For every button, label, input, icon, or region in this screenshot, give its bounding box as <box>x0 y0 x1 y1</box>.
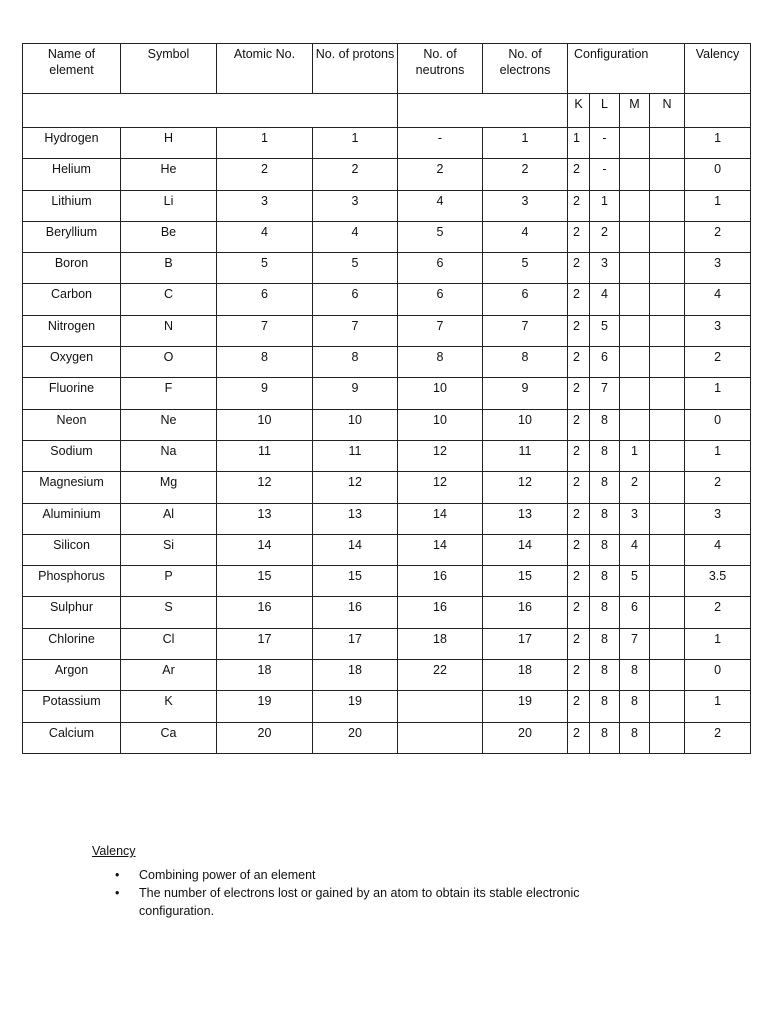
table-row <box>23 628 751 659</box>
cell-shell-m <box>620 159 650 190</box>
cell-protons: 7 <box>313 315 398 346</box>
cell-symbol: Ca <box>121 722 217 753</box>
cell-name: Oxygen <box>23 347 121 378</box>
cell-electrons: 18 <box>483 660 568 691</box>
cell-shell-n <box>650 597 685 628</box>
table-header-row <box>23 44 751 94</box>
cell-valency: 1 <box>685 691 751 722</box>
cell-shell-n <box>650 534 685 565</box>
cell-shell-m: 5 <box>620 566 650 597</box>
cell-electrons: 13 <box>483 503 568 534</box>
header-valency: Valency <box>685 44 751 94</box>
cell-protons: 6 <box>313 284 398 315</box>
cell-neutrons: 6 <box>398 253 483 284</box>
cell-atomic-no: 13 <box>217 503 313 534</box>
cell-atomic-no: 17 <box>217 628 313 659</box>
cell-protons: 20 <box>313 722 398 753</box>
cell-shell-n <box>650 159 685 190</box>
cell-name: Potassium <box>23 691 121 722</box>
cell-valency: 1 <box>685 440 751 471</box>
cell-atomic-no: 19 <box>217 691 313 722</box>
cell-atomic-no: 16 <box>217 597 313 628</box>
cell-symbol: F <box>121 378 217 409</box>
cell-shell-k: 2 <box>568 440 590 471</box>
cell-shell-l: 5 <box>590 315 620 346</box>
header-configuration: Configuration <box>568 44 685 94</box>
cell-valency: 2 <box>685 221 751 252</box>
table-row <box>23 253 751 284</box>
cell-atomic-no: 1 <box>217 128 313 159</box>
cell-neutrons: 14 <box>398 534 483 565</box>
cell-shell-n <box>650 253 685 284</box>
cell-electrons: 4 <box>483 221 568 252</box>
cell-symbol: Si <box>121 534 217 565</box>
cell-shell-n <box>650 284 685 315</box>
cell-electrons: 16 <box>483 597 568 628</box>
cell-shell-n <box>650 722 685 753</box>
cell-shell-m: 1 <box>620 440 650 471</box>
cell-atomic-no: 5 <box>217 253 313 284</box>
cell-atomic-no: 20 <box>217 722 313 753</box>
notes-list <box>92 866 639 920</box>
cell-valency: 3 <box>685 315 751 346</box>
cell-shell-l: 2 <box>590 221 620 252</box>
cell-name: Argon <box>23 660 121 691</box>
cell-shell-l: 8 <box>590 597 620 628</box>
cell-protons: 15 <box>313 566 398 597</box>
cell-shell-k: 2 <box>568 347 590 378</box>
notes-item-text: The number of electrons lost or gained by an atom to obtain its stable electronic configuration. <box>139 886 580 918</box>
cell-electrons: 3 <box>483 190 568 221</box>
table-row <box>23 440 751 471</box>
cell-shell-k: 2 <box>568 691 590 722</box>
cell-shell-l: 8 <box>590 628 620 659</box>
cell-atomic-no: 3 <box>217 190 313 221</box>
cell-neutrons: 4 <box>398 190 483 221</box>
cell-atomic-no: 18 <box>217 660 313 691</box>
cell-name: Boron <box>23 253 121 284</box>
cell-shell-m <box>620 221 650 252</box>
header-electrons: No. of electrons <box>483 44 568 94</box>
cell-shell-m: 6 <box>620 597 650 628</box>
cell-atomic-no: 15 <box>217 566 313 597</box>
cell-valency: 4 <box>685 534 751 565</box>
cell-electrons: 5 <box>483 253 568 284</box>
table-row <box>23 503 751 534</box>
cell-valency: 2 <box>685 597 751 628</box>
cell-shell-n <box>650 190 685 221</box>
cell-shell-k: 2 <box>568 409 590 440</box>
cell-protons: 18 <box>313 660 398 691</box>
cell-valency: 1 <box>685 628 751 659</box>
cell-neutrons: 14 <box>398 503 483 534</box>
cell-valency: 0 <box>685 159 751 190</box>
cell-shell-k: 2 <box>568 221 590 252</box>
subheader-blank-mid <box>398 94 568 128</box>
cell-shell-l: 7 <box>590 378 620 409</box>
cell-shell-n <box>650 472 685 503</box>
valency-notes <box>92 844 639 920</box>
cell-name: Nitrogen <box>23 315 121 346</box>
cell-shell-m <box>620 315 650 346</box>
cell-name: Beryllium <box>23 221 121 252</box>
cell-neutrons: 22 <box>398 660 483 691</box>
cell-protons: 1 <box>313 128 398 159</box>
cell-neutrons: 12 <box>398 472 483 503</box>
cell-electrons: 14 <box>483 534 568 565</box>
cell-shell-n <box>650 503 685 534</box>
cell-valency: 3.5 <box>685 566 751 597</box>
cell-name: Neon <box>23 409 121 440</box>
cell-protons: 16 <box>313 597 398 628</box>
cell-shell-m <box>620 347 650 378</box>
cell-shell-l: 4 <box>590 284 620 315</box>
notes-item <box>115 884 639 920</box>
cell-electrons: 17 <box>483 628 568 659</box>
cell-neutrons: 8 <box>398 347 483 378</box>
cell-protons: 2 <box>313 159 398 190</box>
cell-shell-m: 2 <box>620 472 650 503</box>
cell-electrons: 15 <box>483 566 568 597</box>
shell-m-label: M <box>620 94 650 128</box>
cell-shell-m <box>620 253 650 284</box>
cell-shell-m: 8 <box>620 691 650 722</box>
cell-symbol: Li <box>121 190 217 221</box>
cell-shell-n <box>650 409 685 440</box>
cell-shell-m <box>620 284 650 315</box>
elements-table <box>22 43 751 754</box>
cell-neutrons: 7 <box>398 315 483 346</box>
table-row <box>23 660 751 691</box>
cell-protons: 14 <box>313 534 398 565</box>
cell-symbol: K <box>121 691 217 722</box>
table-row <box>23 315 751 346</box>
table-row <box>23 284 751 315</box>
table-row <box>23 691 751 722</box>
notes-item <box>115 866 639 884</box>
cell-symbol: H <box>121 128 217 159</box>
cell-protons: 9 <box>313 378 398 409</box>
cell-neutrons: 12 <box>398 440 483 471</box>
cell-neutrons <box>398 722 483 753</box>
cell-shell-n <box>650 566 685 597</box>
cell-symbol: Na <box>121 440 217 471</box>
cell-neutrons: - <box>398 128 483 159</box>
cell-atomic-no: 12 <box>217 472 313 503</box>
cell-symbol: Cl <box>121 628 217 659</box>
cell-electrons: 2 <box>483 159 568 190</box>
bullet-icon: • <box>115 886 120 900</box>
cell-atomic-no: 2 <box>217 159 313 190</box>
cell-name: Helium <box>23 159 121 190</box>
cell-neutrons: 6 <box>398 284 483 315</box>
cell-shell-l: 8 <box>590 566 620 597</box>
cell-symbol: N <box>121 315 217 346</box>
cell-name: Chlorine <box>23 628 121 659</box>
cell-valency: 2 <box>685 347 751 378</box>
cell-shell-n <box>650 128 685 159</box>
cell-electrons: 8 <box>483 347 568 378</box>
cell-electrons: 12 <box>483 472 568 503</box>
table-row <box>23 190 751 221</box>
cell-name: Sulphur <box>23 597 121 628</box>
cell-shell-n <box>650 691 685 722</box>
cell-shell-l: 8 <box>590 722 620 753</box>
cell-atomic-no: 8 <box>217 347 313 378</box>
cell-symbol: Al <box>121 503 217 534</box>
cell-shell-k: 2 <box>568 284 590 315</box>
table-row <box>23 221 751 252</box>
cell-shell-n <box>650 628 685 659</box>
cell-shell-k: 1 <box>568 128 590 159</box>
cell-name: Phosphorus <box>23 566 121 597</box>
cell-shell-l: - <box>590 159 620 190</box>
cell-neutrons: 16 <box>398 597 483 628</box>
table-row <box>23 378 751 409</box>
cell-name: Calcium <box>23 722 121 753</box>
cell-protons: 10 <box>313 409 398 440</box>
header-name: Name of element <box>23 44 121 94</box>
cell-symbol: O <box>121 347 217 378</box>
cell-valency: 1 <box>685 378 751 409</box>
cell-shell-k: 2 <box>568 378 590 409</box>
table-row <box>23 472 751 503</box>
cell-electrons: 20 <box>483 722 568 753</box>
cell-name: Sodium <box>23 440 121 471</box>
cell-atomic-no: 14 <box>217 534 313 565</box>
cell-electrons: 9 <box>483 378 568 409</box>
shell-n-label: N <box>650 94 685 128</box>
cell-electrons: 19 <box>483 691 568 722</box>
cell-name: Hydrogen <box>23 128 121 159</box>
cell-atomic-no: 7 <box>217 315 313 346</box>
cell-shell-n <box>650 347 685 378</box>
cell-shell-l: 8 <box>590 472 620 503</box>
cell-shell-k: 2 <box>568 597 590 628</box>
header-neutrons: No. of neutrons <box>398 44 483 94</box>
cell-shell-k: 2 <box>568 628 590 659</box>
cell-atomic-no: 4 <box>217 221 313 252</box>
cell-protons: 8 <box>313 347 398 378</box>
table-row <box>23 566 751 597</box>
cell-protons: 12 <box>313 472 398 503</box>
cell-valency: 1 <box>685 128 751 159</box>
cell-shell-l: 8 <box>590 440 620 471</box>
cell-shell-m <box>620 378 650 409</box>
cell-shell-k: 2 <box>568 159 590 190</box>
cell-shell-l: 8 <box>590 503 620 534</box>
cell-protons: 13 <box>313 503 398 534</box>
cell-shell-n <box>650 378 685 409</box>
bullet-icon: • <box>115 868 120 882</box>
cell-protons: 19 <box>313 691 398 722</box>
cell-shell-k: 2 <box>568 660 590 691</box>
cell-name: Silicon <box>23 534 121 565</box>
cell-shell-l: 8 <box>590 534 620 565</box>
cell-name: Lithium <box>23 190 121 221</box>
cell-shell-k: 2 <box>568 253 590 284</box>
cell-shell-m: 8 <box>620 660 650 691</box>
cell-atomic-no: 11 <box>217 440 313 471</box>
table-row <box>23 534 751 565</box>
cell-symbol: Be <box>121 221 217 252</box>
cell-shell-l: 8 <box>590 409 620 440</box>
table-row <box>23 597 751 628</box>
cell-shell-k: 2 <box>568 566 590 597</box>
cell-shell-m: 8 <box>620 722 650 753</box>
cell-atomic-no: 10 <box>217 409 313 440</box>
cell-electrons: 6 <box>483 284 568 315</box>
cell-symbol: Mg <box>121 472 217 503</box>
cell-shell-l: - <box>590 128 620 159</box>
cell-symbol: S <box>121 597 217 628</box>
header-symbol: Symbol <box>121 44 217 94</box>
cell-shell-n <box>650 315 685 346</box>
cell-shell-k: 2 <box>568 315 590 346</box>
cell-shell-k: 2 <box>568 472 590 503</box>
cell-shell-l: 6 <box>590 347 620 378</box>
cell-symbol: Ne <box>121 409 217 440</box>
cell-valency: 3 <box>685 503 751 534</box>
cell-shell-l: 8 <box>590 691 620 722</box>
cell-shell-m <box>620 190 650 221</box>
cell-shell-l: 1 <box>590 190 620 221</box>
cell-protons: 3 <box>313 190 398 221</box>
cell-shell-n <box>650 221 685 252</box>
cell-valency: 3 <box>685 253 751 284</box>
cell-protons: 5 <box>313 253 398 284</box>
subheader-blank-right <box>685 94 751 128</box>
cell-valency: 0 <box>685 409 751 440</box>
cell-shell-l: 3 <box>590 253 620 284</box>
cell-shell-k: 2 <box>568 722 590 753</box>
cell-electrons: 1 <box>483 128 568 159</box>
shell-k-label: K <box>568 94 590 128</box>
shell-l-label: L <box>590 94 620 128</box>
cell-symbol: B <box>121 253 217 284</box>
cell-valency: 0 <box>685 660 751 691</box>
subheader-blank-left <box>23 94 398 128</box>
cell-neutrons: 10 <box>398 409 483 440</box>
table-row <box>23 347 751 378</box>
cell-neutrons: 2 <box>398 159 483 190</box>
cell-neutrons: 18 <box>398 628 483 659</box>
cell-neutrons: 5 <box>398 221 483 252</box>
cell-electrons: 11 <box>483 440 568 471</box>
cell-atomic-no: 6 <box>217 284 313 315</box>
notes-item-text: Combining power of an element <box>139 868 316 882</box>
table-row <box>23 159 751 190</box>
cell-shell-k: 2 <box>568 190 590 221</box>
cell-shell-k: 2 <box>568 503 590 534</box>
cell-valency: 1 <box>685 190 751 221</box>
cell-shell-m <box>620 409 650 440</box>
cell-neutrons: 10 <box>398 378 483 409</box>
table-row <box>23 128 751 159</box>
cell-neutrons <box>398 691 483 722</box>
cell-neutrons: 16 <box>398 566 483 597</box>
cell-valency: 2 <box>685 722 751 753</box>
cell-shell-l: 8 <box>590 660 620 691</box>
cell-shell-n <box>650 440 685 471</box>
cell-atomic-no: 9 <box>217 378 313 409</box>
table-row <box>23 409 751 440</box>
notes-title: Valency <box>92 844 136 858</box>
table-subheader-row <box>23 94 751 128</box>
cell-name: Carbon <box>23 284 121 315</box>
cell-symbol: C <box>121 284 217 315</box>
cell-protons: 17 <box>313 628 398 659</box>
cell-protons: 11 <box>313 440 398 471</box>
cell-valency: 2 <box>685 472 751 503</box>
cell-electrons: 7 <box>483 315 568 346</box>
cell-shell-m: 3 <box>620 503 650 534</box>
cell-shell-m: 7 <box>620 628 650 659</box>
cell-shell-m: 4 <box>620 534 650 565</box>
cell-valency: 4 <box>685 284 751 315</box>
cell-shell-k: 2 <box>568 534 590 565</box>
cell-shell-n <box>650 660 685 691</box>
cell-electrons: 10 <box>483 409 568 440</box>
cell-symbol: P <box>121 566 217 597</box>
cell-symbol: Ar <box>121 660 217 691</box>
cell-protons: 4 <box>313 221 398 252</box>
table-row <box>23 722 751 753</box>
cell-symbol: He <box>121 159 217 190</box>
header-protons: No. of protons <box>313 44 398 94</box>
cell-name: Magnesium <box>23 472 121 503</box>
header-atomic-no: Atomic No. <box>217 44 313 94</box>
cell-shell-m <box>620 128 650 159</box>
cell-name: Fluorine <box>23 378 121 409</box>
cell-name: Aluminium <box>23 503 121 534</box>
